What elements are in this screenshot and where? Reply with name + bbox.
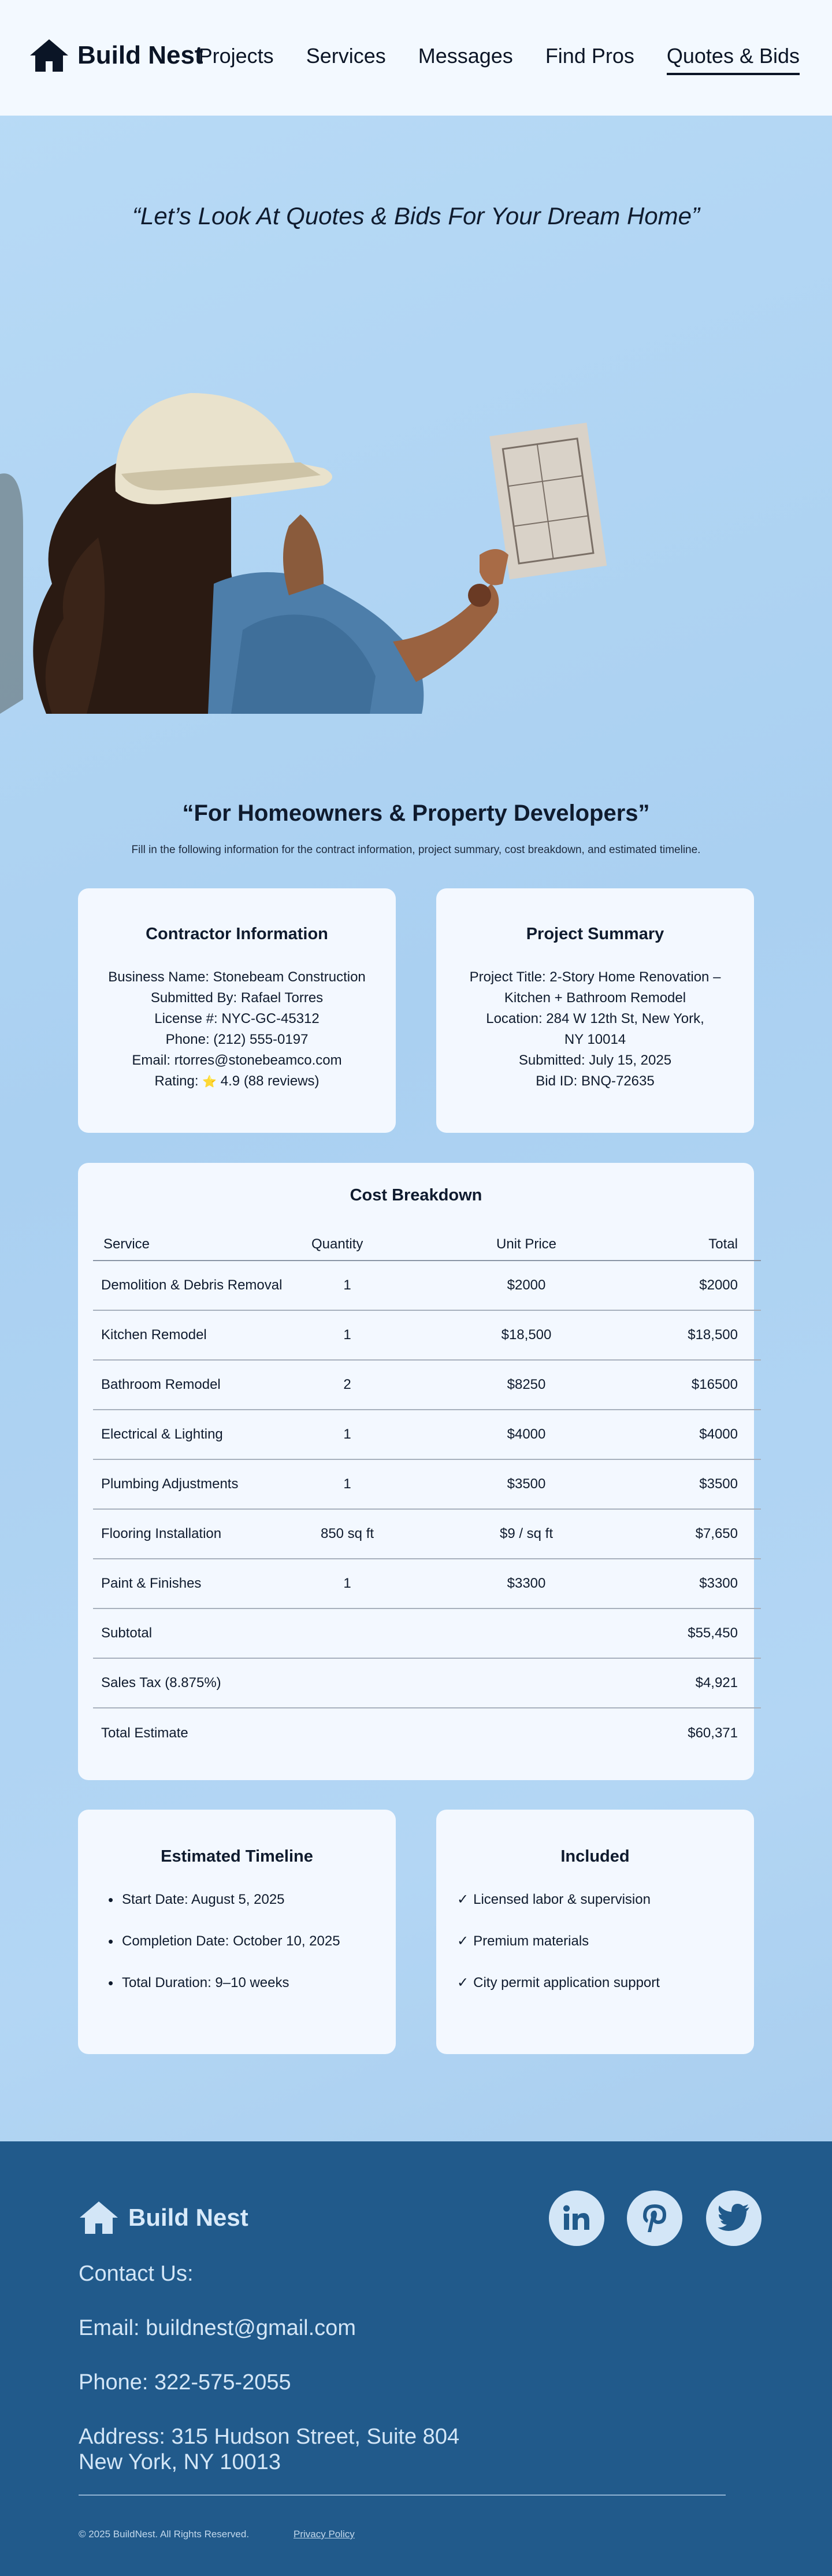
subtotal-row: [93, 1608, 761, 1658]
footer-email[interactable]: Email: buildnest@gmail.com: [79, 2316, 356, 2340]
check-icon: ✓: [457, 1892, 469, 1907]
contractor-info-title: Contractor Information: [146, 925, 328, 943]
project-location-line1: Location: 284 W 12th St, New York,: [486, 1011, 704, 1026]
total-value: $60,371: [688, 1725, 738, 1741]
nav-link-messages[interactable]: Messages: [418, 44, 513, 68]
check-icon: ✓: [457, 1975, 469, 1991]
contractor-info-card: [78, 888, 396, 1133]
project-submitted: Submitted: July 15, 2025: [518, 1052, 672, 1068]
cell-unit-price: $4000: [393, 1410, 659, 1459]
cell-unit-price: $9 / sq ft: [393, 1509, 659, 1559]
col-service: Service: [93, 1228, 301, 1261]
footer-brand-name: Build Nest: [128, 2204, 248, 2231]
cell-total: $3500: [659, 1459, 761, 1509]
contact-label: Contact Us:: [79, 2262, 194, 2286]
star-icon: ⭐: [202, 1076, 217, 1088]
cell-quantity: 1: [301, 1261, 393, 1310]
total-label: Total Estimate: [101, 1725, 188, 1741]
tax-label: Sales Tax (8.875%): [93, 1658, 301, 1708]
timeline-duration: • Total Duration: 9–10 weeks: [108, 1973, 396, 2014]
home-icon: [29, 37, 69, 74]
cell-service: Demolition & Debris Removal: [93, 1261, 301, 1310]
nav-link-find-pros[interactable]: Find Pros: [545, 44, 634, 68]
section-title: “For Homeowners & Property Developers”: [182, 800, 650, 826]
footer-address-line2: New York, NY 10013: [79, 2450, 281, 2474]
included-list: [457, 1889, 754, 2014]
table-row: [93, 1310, 761, 1360]
col-quantity: Quantity: [301, 1228, 393, 1261]
contractor-email[interactable]: Email: rtorres@stonebeamco.com: [132, 1052, 342, 1068]
cell-service: Electrical & Lighting: [93, 1410, 301, 1459]
section-subtitle: Fill in the following information for the contract information, project summary, cost breakdown, and estimated timeline.: [131, 844, 701, 856]
cell-total: $3300: [659, 1559, 761, 1608]
cell-unit-price: $3500: [393, 1459, 659, 1509]
nav-link-quotes-bids[interactable]: Quotes & Bids: [667, 44, 800, 75]
home-icon: [79, 2199, 119, 2236]
project-bid-id: Bid ID: BNQ-72635: [536, 1073, 655, 1089]
project-title-line1: Project Title: 2-Story Home Renovation –: [469, 969, 721, 985]
cell-quantity: 1: [301, 1310, 393, 1360]
cost-breakdown-card: [78, 1163, 754, 1780]
cost-table-header: [93, 1228, 761, 1261]
cell-total: $16500: [659, 1360, 761, 1410]
included-item-label: City permit application support: [473, 1975, 660, 1991]
table-row: [93, 1509, 761, 1559]
nav-link-projects[interactable]: Projects: [198, 44, 274, 68]
table-row: [93, 1559, 761, 1608]
project-location-line2: NY 10014: [564, 1032, 626, 1047]
subtotal-label: Subtotal: [93, 1608, 301, 1658]
cell-quantity: 2: [301, 1360, 393, 1410]
table-row: [93, 1360, 761, 1410]
nav-links: [166, 44, 800, 75]
footer-divider: [79, 2495, 726, 2496]
cell-total: $2000: [659, 1261, 761, 1310]
cell-quantity: 1: [301, 1559, 393, 1608]
cell-total: $4000: [659, 1410, 761, 1459]
estimated-timeline-card: [78, 1810, 396, 2054]
project-summary-card: [436, 888, 754, 1133]
subtotal-value: $55,450: [659, 1608, 761, 1658]
timeline-list: [108, 1889, 396, 2014]
cell-quantity: 1: [301, 1459, 393, 1509]
hero-quote: “Let’s Look At Quotes & Bids For Your Dream Home”: [132, 202, 700, 229]
cell-unit-price: $3300: [393, 1559, 659, 1608]
check-icon: ✓: [457, 1933, 469, 1949]
cell-total: $18,500: [659, 1310, 761, 1360]
privacy-policy-link[interactable]: Privacy Policy: [294, 2529, 355, 2540]
list-item: [457, 1889, 754, 1931]
included-card: [436, 1810, 754, 2054]
cell-unit-price: $18,500: [393, 1310, 659, 1360]
cell-quantity: 1: [301, 1410, 393, 1459]
table-row: [93, 1459, 761, 1509]
copyright: © 2025 BuildNest. All Rights Reserved.: [79, 2529, 250, 2540]
footer-phone[interactable]: Phone: 322-575-2055: [79, 2370, 291, 2395]
twitter-glyph: [717, 2204, 751, 2233]
cell-service: Kitchen Remodel: [93, 1310, 301, 1360]
cell-service: Plumbing Adjustments: [93, 1459, 301, 1509]
linkedin-glyph: [560, 2202, 593, 2234]
timeline-title: Estimated Timeline: [161, 1847, 313, 1866]
cell-total: $7,650: [659, 1509, 761, 1559]
project-title-line2: Kitchen + Bathroom Remodel: [504, 990, 686, 1006]
footer-address-line1: Address: 315 Hudson Street, Suite 804: [79, 2425, 460, 2449]
table-row: [93, 1261, 761, 1310]
included-item-label: Premium materials: [473, 1933, 589, 1949]
included-title: Included: [560, 1847, 630, 1866]
list-item: [457, 1973, 754, 2014]
cell-unit-price: $8250: [393, 1360, 659, 1410]
cost-table: [93, 1228, 761, 1758]
included-item-label: Licensed labor & supervision: [473, 1892, 651, 1907]
col-total: Total: [659, 1228, 761, 1261]
footer-brand-logo[interactable]: [79, 2199, 248, 2236]
linkedin-icon[interactable]: [549, 2190, 604, 2246]
contractor-info-lines: [78, 967, 396, 1092]
contractor-rating: [78, 1071, 396, 1092]
project-summary-title: Project Summary: [526, 925, 664, 943]
contractor-phone: Phone: (212) 555-0197: [165, 1032, 309, 1047]
contractor-submitted-by: Submitted By: Rafael Torres: [150, 990, 324, 1006]
brand-name: Build Nest: [77, 41, 203, 69]
tax-row: [93, 1658, 761, 1708]
timeline-start: • Start Date: August 5, 2025: [108, 1889, 396, 1931]
rating-label: Rating:: [154, 1073, 199, 1089]
project-summary-lines: [436, 967, 754, 1092]
rating-value: 4.9 (88 reviews): [220, 1073, 320, 1089]
footer: [0, 2141, 832, 2576]
pinterest-icon[interactable]: [627, 2190, 682, 2246]
cell-service: Paint & Finishes: [93, 1559, 301, 1608]
contractor-license: License #: NYC-GC-45312: [154, 1011, 320, 1026]
hero-image-worker-holding-blueprint: [0, 283, 636, 714]
cell-quantity: 850 sq ft: [301, 1509, 393, 1559]
col-unit-price: Unit Price: [393, 1228, 659, 1261]
nav-link-services[interactable]: Services: [306, 44, 386, 68]
table-row: [93, 1410, 761, 1459]
tax-value: $4,921: [659, 1658, 761, 1708]
cost-breakdown-title: Cost Breakdown: [350, 1186, 482, 1204]
cell-service: Flooring Installation: [93, 1509, 301, 1559]
twitter-icon[interactable]: [706, 2190, 762, 2246]
total-row: [93, 1708, 761, 1758]
timeline-completion: • Completion Date: October 10, 2025: [108, 1931, 396, 1973]
top-nav: [0, 0, 832, 116]
cell-unit-price: $2000: [393, 1261, 659, 1310]
pinterest-glyph: [638, 2201, 671, 2236]
contractor-business-name: Business Name: Stonebeam Construction: [108, 969, 366, 985]
list-item: [457, 1931, 754, 1973]
cell-service: Bathroom Remodel: [93, 1360, 301, 1410]
